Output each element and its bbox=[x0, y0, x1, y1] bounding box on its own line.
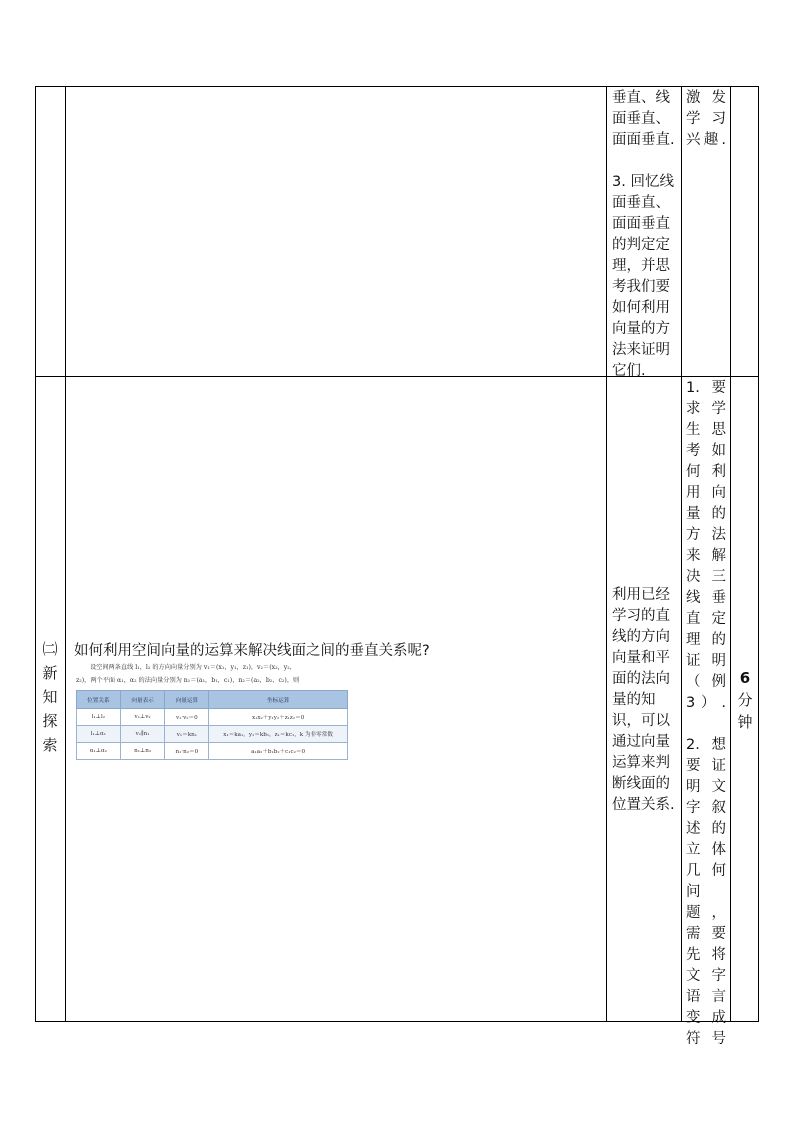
stage-number: ㈡ bbox=[42, 640, 58, 658]
time-value: 6 bbox=[739, 669, 751, 687]
table-cell: n₁·n₂＝0 bbox=[165, 743, 209, 760]
table-cell: l₁⊥α₁ bbox=[77, 726, 121, 743]
column-divider-3 bbox=[681, 86, 682, 1022]
table-cell: v₁⊥v₂ bbox=[120, 709, 165, 726]
design-cell-new-knowledge: 1. 要求学生思考如何利用向量的方法来解决三线垂直定理的证明（例3）. 2. 想要证明文字叙述的立体几何问题，需要先将文字语言变成符号 bbox=[686, 380, 726, 1047]
table-cell: v₁∥n₁ bbox=[120, 726, 165, 743]
table-cell: a₁a₂＋b₁b₂＋c₁c₂＝0 bbox=[209, 743, 348, 760]
table-cell: x₁x₂＋y₁y₂＋z₁z₂＝0 bbox=[209, 709, 348, 726]
stage-char: 索 bbox=[42, 736, 58, 754]
content-cell-top: 垂直、线面垂直、面面垂直. 3. 回忆线面垂直、面面垂直的判定定理，并思考我们要如何利用向量的方法来证明它们. bbox=[612, 90, 675, 379]
figure-intro-line: 设空间两条直线 l₁，l₂ 的方向向量分别为 v₁＝(x₁，y₁，z₁)，v₂＝(x₂，y₂， bbox=[90, 664, 296, 671]
table-cell: α₁⊥α₂ bbox=[77, 743, 121, 760]
table-header: 坐标运算 bbox=[209, 691, 348, 709]
guiding-question: 如何利用空间向量的运算来解决线面之间的垂直关系呢? bbox=[74, 643, 430, 659]
table-row bbox=[77, 726, 348, 743]
table-row bbox=[77, 743, 348, 760]
figure-intro-line: z₂)，两个平面 α₁，α₂ 的法向量分别为 n₁＝(a₁，b₁，c₁)，n₂＝(a₂，b₂，c₂)，则 bbox=[76, 677, 300, 684]
table-cell: l₁⊥l₂ bbox=[77, 709, 121, 726]
column-divider-4 bbox=[730, 86, 731, 1022]
column-divider-1 bbox=[65, 86, 66, 1022]
vector-relations-figure bbox=[76, 661, 350, 757]
stage-char: 知 bbox=[42, 688, 58, 706]
vector-relations-table bbox=[76, 690, 348, 760]
time-allocation bbox=[732, 667, 758, 733]
table-header: 向量运算 bbox=[165, 691, 209, 709]
stage-char: 探 bbox=[42, 712, 58, 730]
table-cell: n₁⊥n₂ bbox=[120, 743, 165, 760]
stage-label bbox=[38, 637, 62, 757]
table-cell: v₁·v₂＝0 bbox=[165, 709, 209, 726]
time-unit-char: 分 bbox=[737, 691, 753, 709]
table-row bbox=[77, 709, 348, 726]
table-cell: v₁＝kn₁ bbox=[165, 726, 209, 743]
table-cell: x₁＝ka₁，y₁＝kb₁，z₁＝kc₁，k 为非零常数 bbox=[209, 726, 348, 743]
column-divider-2 bbox=[606, 86, 607, 1022]
table-header-row bbox=[77, 691, 348, 709]
stage-char: 新 bbox=[42, 664, 58, 682]
table-header: 向量表示 bbox=[120, 691, 165, 709]
table-header: 位置关系 bbox=[77, 691, 121, 709]
time-unit-char: 钟 bbox=[737, 713, 753, 731]
content-cell-new-knowledge: 利用已经学习的直线的方向向量和平面的法向量的知识，可以通过向量运算来判断线面的位置关系. bbox=[612, 587, 675, 813]
design-cell-top: 激发学习兴趣. bbox=[686, 90, 726, 148]
